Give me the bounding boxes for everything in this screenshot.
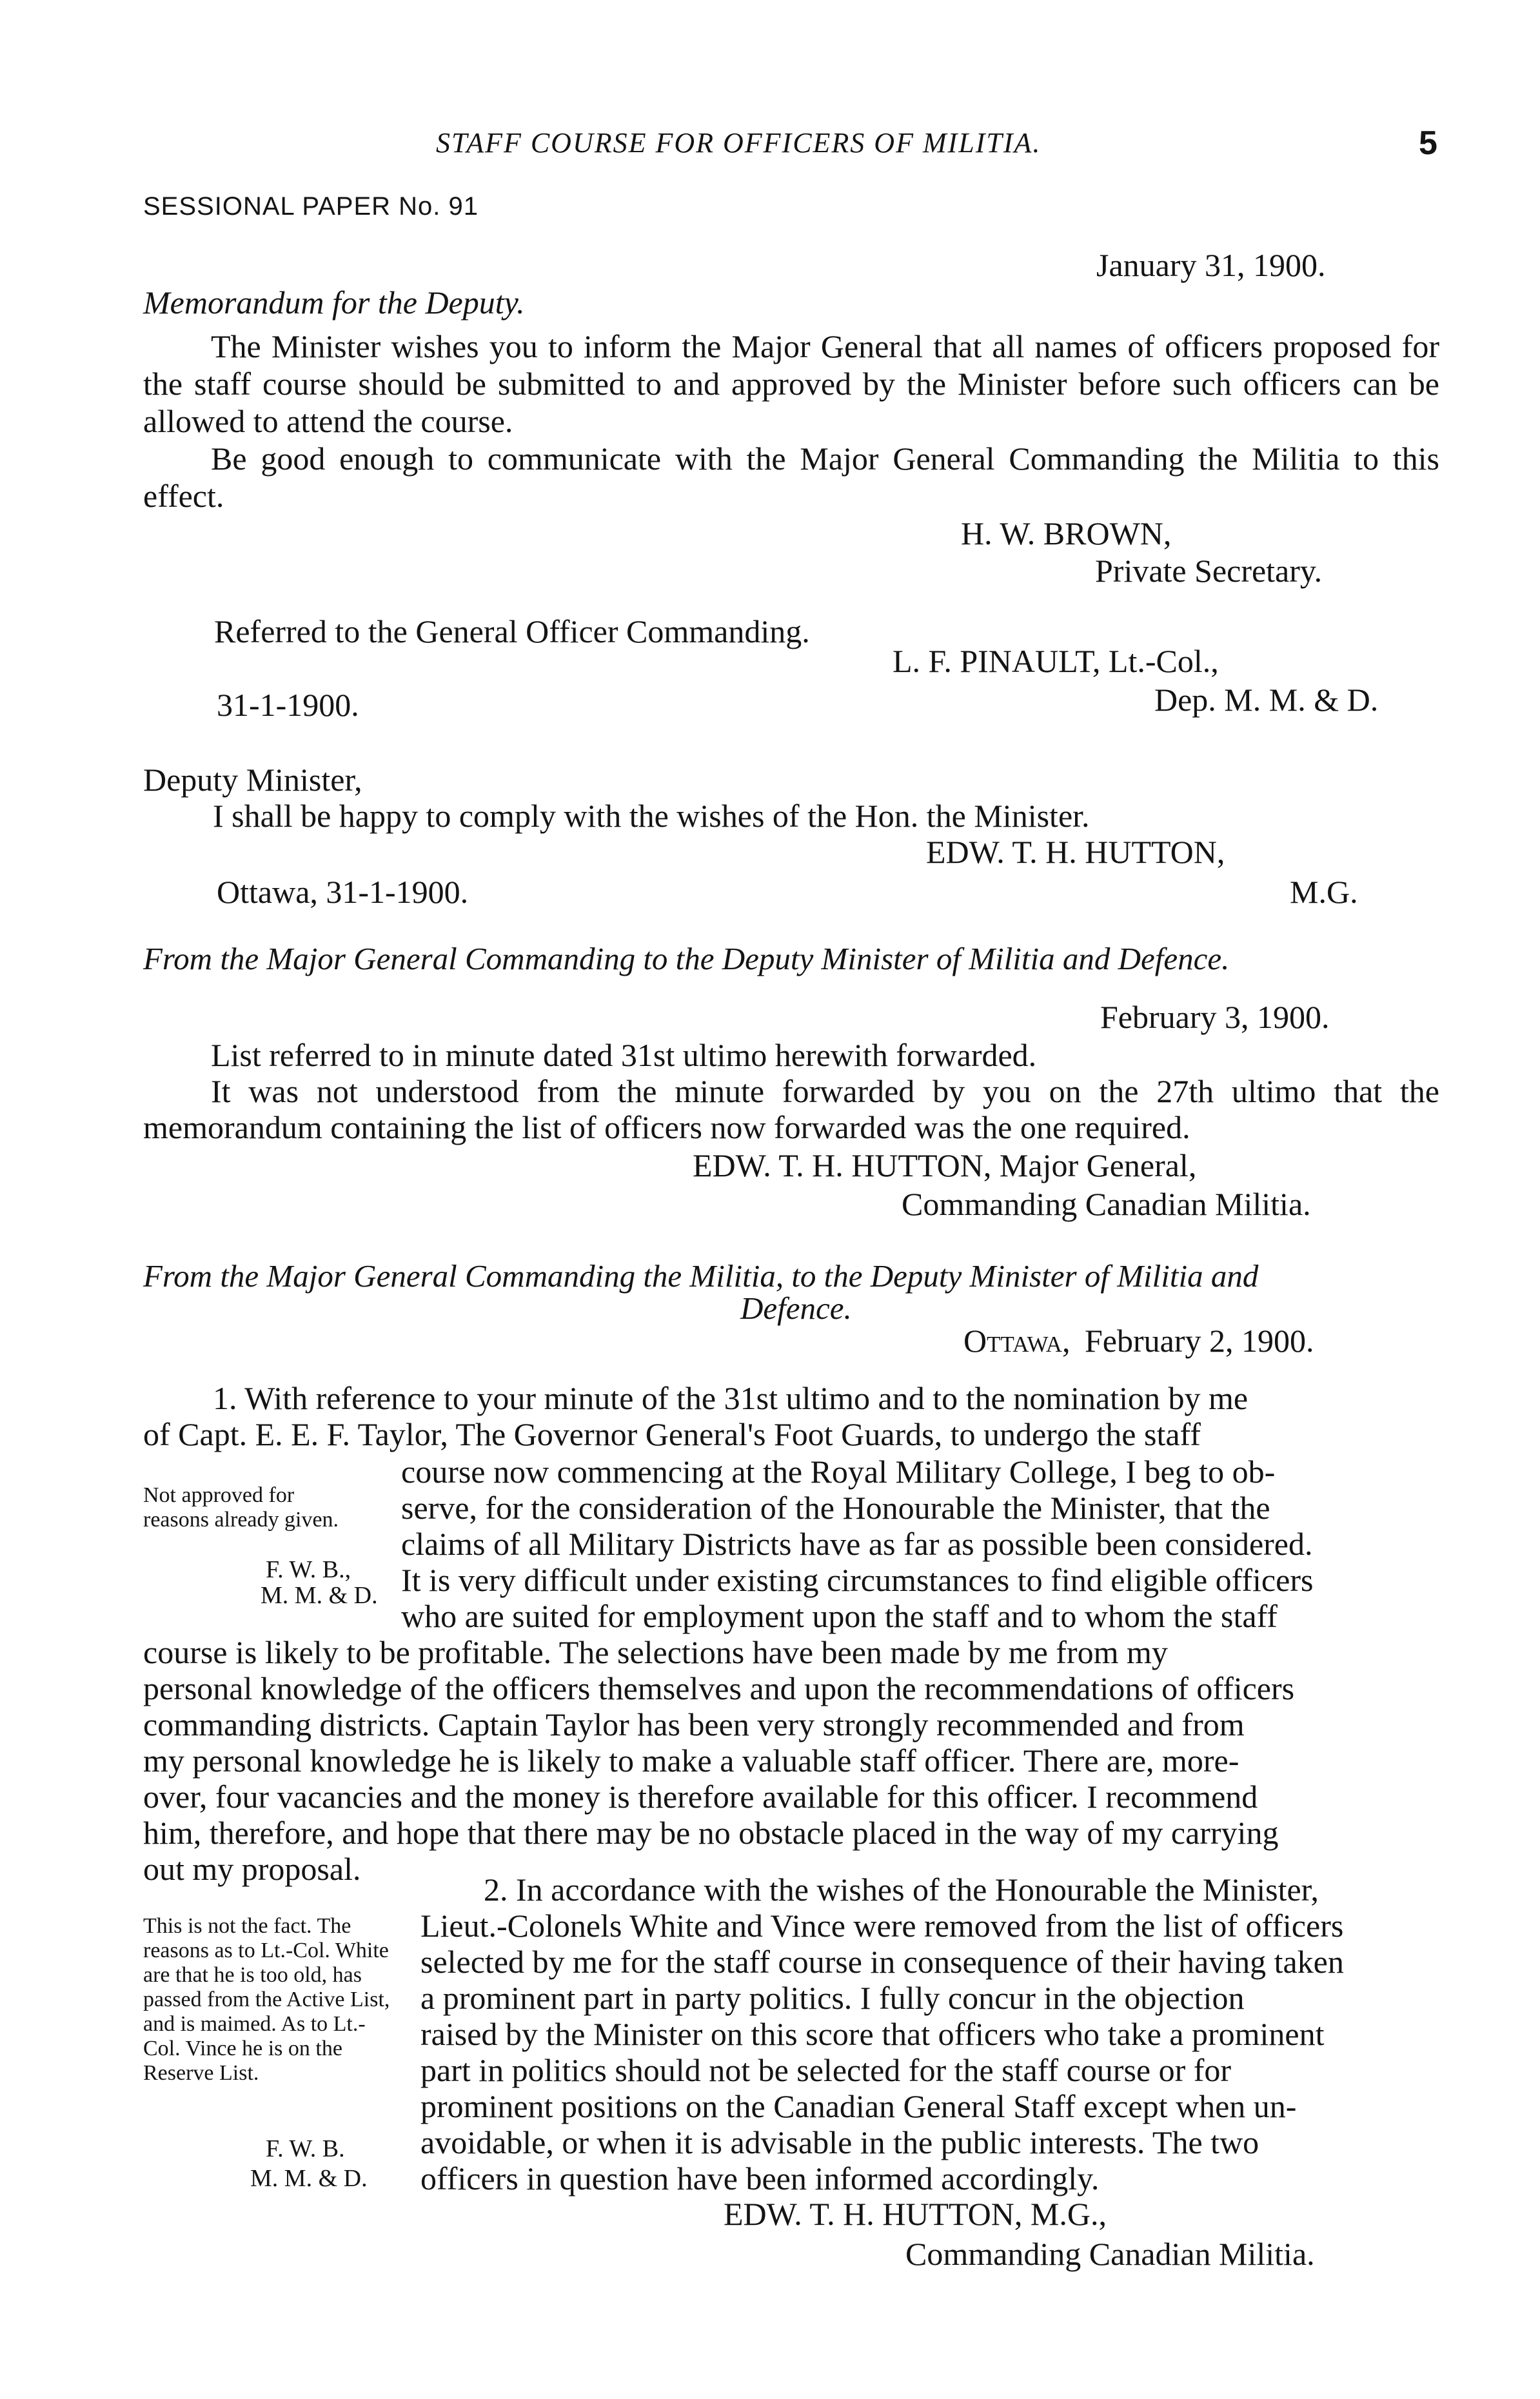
letter2-p2-line-2: Lieut.-Colonels White and Vince were removed from the list of officers: [420, 1908, 1344, 1944]
letter2-p2-line-9: officers in question have been informed accordingly.: [420, 2160, 1100, 2197]
letter2-p1-rest-line-3: commanding districts. Captain Taylor has been very strongly recommended and from: [143, 1706, 1245, 1742]
deputy-signature-name: EDW. T. H. HUTTON,: [926, 834, 1225, 870]
margin-note-1-dept: M. M. & D.: [261, 1582, 378, 1609]
letter2-p2-line-5: raised by the Minister on this score that officers who take a prominent: [420, 2016, 1325, 2052]
letter2-p1-rest-line-7: out my proposal.: [143, 1851, 361, 1887]
running-title: STAFF COURSE FOR OFFICERS OF MILITIA.: [436, 127, 1041, 159]
letter2-p1-indented-line-2: serve, for the consideration of the Honourable the Minister, that the: [401, 1490, 1270, 1526]
letter2-p1-indented-line-5: who are suited for employment upon the staff and to whom the staff: [401, 1598, 1278, 1634]
letter2-p1-line-2: of Capt. E. E. F. Taylor, The Governor General's Foot Guards, to undergo the staff: [143, 1416, 1201, 1452]
letter2-p1-rest-line-2: personal knowledge of the officers themselves and upon the recommendations of officers: [143, 1670, 1295, 1706]
margin-note-1-initials: F. W. B.,: [266, 1556, 351, 1583]
memo1-signature-name: H. W. BROWN,: [961, 515, 1172, 551]
margin-note-1: [143, 1483, 362, 1532]
letter2-p1-line-1: 1. With reference to your minute of the 31st ultimo and to the nomination by me: [213, 1380, 1249, 1416]
letter2-p1-rest-line-6: him, therefore, and hope that there may be no obstacle placed in the way of my carrying: [143, 1815, 1279, 1851]
letter2-p1-opening: [143, 1380, 1439, 1452]
memo1-paragraph-2: Be good enough to communicate with the Major General Commanding the Militia to this effect.: [143, 440, 1439, 514]
letter1-heading: From the Major General Commanding to the Deputy Minister of Militia and Defence.: [143, 941, 1230, 976]
letter1-paragraph-2: It was not understood from the minute forwarded by you on the 27th ultimo that the memorandum containing the list of officers now forwarded was the one required.: [143, 1073, 1439, 1145]
referral-signature-title: Dep. M. M. & D.: [1154, 682, 1379, 718]
letter1-date: February 3, 1900.: [1100, 999, 1330, 1035]
referral-date: 31-1-1900.: [217, 687, 359, 723]
letter2-p2-line-8: avoidable, or when it is advisable in the public interests. The two: [420, 2124, 1259, 2160]
letter2-signature-name: EDW. T. H. HUTTON, M.G.,: [724, 2196, 1107, 2232]
letter1-body: [143, 1037, 1439, 1145]
memo1-paragraph-1: The Minister wishes you to inform the Major General that all names of officers proposed for the staff course should be submitted to and approved by the Minister before such officers can be allowed to attend the course.: [143, 328, 1439, 439]
memo1-body: [143, 328, 1439, 515]
letter2-p1-indented-line-1: course now commencing at the Royal Military College, I beg to ob-: [401, 1454, 1276, 1490]
letter2-p1-rest-line-5: over, four vacancies and the money is therefore available for this officer. I recommend: [143, 1779, 1258, 1815]
page-number: 5: [1419, 124, 1437, 162]
letter1-signature-title: Commanding Canadian Militia.: [902, 1186, 1311, 1222]
margin-note-1-text: Not approved for reasons already given.: [143, 1483, 339, 1532]
letter2-heading-line2: Defence.: [740, 1290, 852, 1326]
letter2-date: February 2, 1900.: [1085, 1323, 1314, 1359]
letter2-p2-line-6: part in politics should not be selected for the staff course or for: [420, 2052, 1232, 2088]
deputy-signature-title: M.G.: [1290, 874, 1358, 910]
letter2-p1-rest: [143, 1634, 1439, 1887]
letter2-p1-rest-line-1: course is likely to be profitable. The selections have been made by me from my: [143, 1634, 1168, 1670]
letter2-heading-line1: From the Major General Commanding the Militia, to the Deputy Minister of Militia and: [143, 1258, 1259, 1294]
letter2-signature-title: Commanding Canadian Militia.: [905, 2236, 1315, 2272]
letter2-p2-line-4: a prominent part in party politics. I fully concur in the objection: [420, 1980, 1245, 2016]
memo1-heading: Memorandum for the Deputy.: [143, 284, 525, 321]
letter1-signature-name: EDW. T. H. HUTTON, Major General,: [693, 1147, 1197, 1183]
letter2-place: Ottawa,: [963, 1323, 1071, 1359]
letter2-p1-indented-line-4: It is very difficult under existing circumstances to find eligible officers: [401, 1562, 1314, 1598]
letter2-p2-line-3: selected by me for the staff course in consequence of their having taken: [420, 1944, 1344, 1980]
sessional-paper-label: SESSIONAL PAPER No. 91: [143, 192, 479, 221]
deputy-place-date: Ottawa, 31-1-1900.: [217, 874, 469, 910]
referral-text: Referred to the General Officer Commanding.: [214, 613, 810, 649]
margin-note-2: [143, 1914, 401, 2086]
letter2-p1-indented-line-3: claims of all Military Districts have as far as possible been considered.: [401, 1526, 1313, 1562]
memo1-date: January 31, 1900.: [1096, 247, 1326, 283]
letter2-p1-rest-line-4: my personal knowledge he is likely to make a valuable staff officer. There are, more-: [143, 1742, 1239, 1779]
memo1-signature-title: Private Secretary.: [1095, 553, 1323, 589]
letter2-p2-line-7: prominent positions on the Canadian General Staff except when un-: [420, 2088, 1297, 2124]
margin-note-2-dept: M. M. & D.: [250, 2165, 368, 2192]
letter2-p2-line-1: 2. In accordance with the wishes of the Honourable the Minister,: [484, 1871, 1319, 1908]
letter2-p1-indented: [401, 1454, 1439, 1634]
letter2-p2: [420, 1871, 1439, 2197]
margin-note-2-initials: F. W. B.: [266, 2135, 345, 2162]
referral-signature-name: L. F. PINAULT, Lt.-Col.,: [893, 643, 1219, 679]
deputy-salutation: Deputy Minister,: [143, 762, 362, 798]
deputy-reply-text: I shall be happy to comply with the wishes of the Hon. the Minister.: [213, 798, 1090, 834]
margin-note-2-text: This is not the fact. The reasons as to Lt.-Col. White are that he is too old, has passed from the Active List, and is maimed. As to Lt.-Col. Vince he is on the Reserve List.: [143, 1914, 390, 2085]
letter1-paragraph-1: List referred to in minute dated 31st ultimo herewith forwarded.: [211, 1037, 1037, 1073]
